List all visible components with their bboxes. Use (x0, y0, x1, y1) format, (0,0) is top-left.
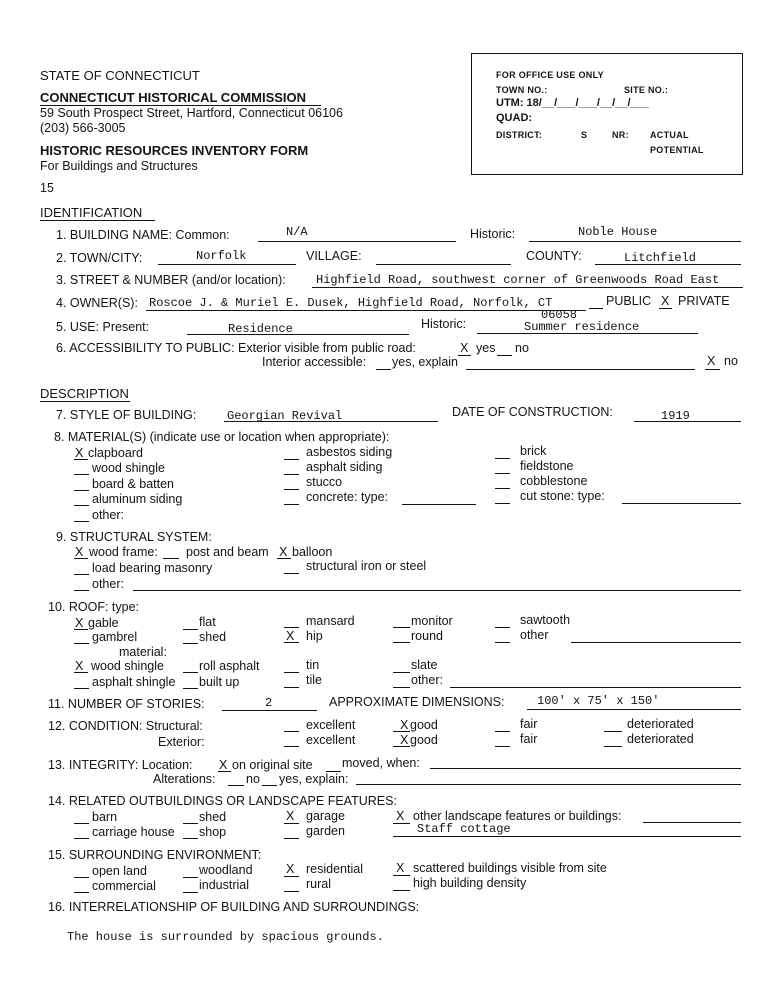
access-yes-label: yes (476, 341, 496, 355)
round-blank (393, 642, 410, 643)
roof-material-label: material: (119, 645, 167, 659)
building-historic-label: Historic: (470, 227, 516, 241)
ext-good-label: good (410, 733, 438, 747)
office-use-title: FOR OFFICE USE ONLY (496, 70, 604, 80)
condition-exterior-label: Exterior: (158, 735, 205, 749)
slate-blank (393, 672, 410, 673)
fieldstone-label: fieldstone (520, 459, 574, 473)
hip-label: hip (306, 629, 323, 643)
ext-fair-label: fair (520, 732, 538, 746)
dimensions-value: 100' x 75' x 150' (537, 694, 660, 708)
ext-fair-blank (495, 746, 510, 747)
alterations-yes-blank (262, 785, 277, 786)
commission-phone: (203) 566-3005 (40, 121, 126, 135)
rural-blank (284, 891, 299, 892)
structural-other-label: other: (92, 577, 124, 591)
style-label: 7. STYLE OF BUILDING: (56, 408, 197, 422)
flat-blank (183, 629, 198, 630)
integrity-label: 13. INTEGRITY: Location: (48, 758, 193, 772)
industrial-blank (183, 892, 198, 893)
use-historic-label: Historic: (421, 317, 467, 331)
sawtooth-label: sawtooth (520, 613, 571, 627)
county-label: COUNTY: (526, 249, 582, 263)
office-nr: NR: (612, 130, 629, 140)
outbuilding-shed-label: shed (199, 810, 227, 824)
struct-good-label: good (410, 718, 438, 732)
identification-underline (40, 220, 155, 221)
balloon-label: balloon (292, 545, 333, 559)
brick-blank (495, 458, 510, 459)
building-historic-line (529, 241, 741, 242)
moved-label: moved, when: (342, 756, 420, 770)
gambrel-blank (74, 643, 89, 644)
private-label: PRIVATE (678, 294, 730, 308)
slate-label: slate (411, 658, 438, 672)
ext-deteriorated-label: deteriorated (627, 732, 694, 746)
use-historic-value: Summer residence (524, 320, 640, 334)
roof-wood-shingle-label: wood shingle (91, 659, 164, 673)
interrelationship-label: 16. INTERRELATIONSHIP OF BUILDING AND SURROUNDINGS: (48, 900, 420, 914)
tile-label: tile (306, 673, 322, 687)
other-landscape-label: other landscape features or buildings: (413, 809, 622, 823)
built-up-blank (183, 688, 198, 689)
struct-good-mark: X (400, 718, 409, 732)
sawtooth-blank (495, 627, 510, 628)
interior-label: Interior accessible: (262, 355, 367, 369)
date-label: DATE OF CONSTRUCTION: (452, 405, 613, 419)
aluminum-label: aluminum siding (92, 492, 183, 506)
building-name-label: 1. BUILDING NAME: Common: (56, 228, 230, 242)
roof-other-label: other (520, 628, 549, 642)
commission-address: 59 South Prospect Street, Hartford, Connecticut 06106 (40, 106, 343, 120)
concrete-label: concrete: type: (306, 490, 388, 504)
round-label: round (411, 629, 443, 643)
struct-fair-label: fair (520, 717, 538, 731)
commission-heading: CONNECTICUT HISTORICAL COMMISSION (40, 90, 307, 105)
other-landscape-mark: X (396, 809, 405, 823)
ext-good-mark: X (400, 733, 409, 747)
building-name-common: N/A (286, 225, 308, 239)
fieldstone-blank (495, 473, 510, 474)
interior-yes-blank (376, 369, 391, 370)
structural-other-blank (74, 590, 89, 591)
garage-mark: X (286, 809, 295, 823)
commercial-label: commercial (92, 879, 156, 893)
iron-label: structural iron or steel (306, 559, 427, 573)
high-density-blank (393, 890, 410, 891)
residential-mark: X (286, 862, 295, 876)
environment-label: 15. SURROUNDING ENVIRONMENT: (48, 848, 262, 862)
roof-wood-shingle-mark: X (75, 659, 84, 673)
use-present-label: 5. USE: Present: (56, 320, 150, 334)
access-no-label: no (515, 341, 529, 355)
owner-value: Roscoe J. & Muriel E. Dusek, Highfield Road, Norfolk, CT (149, 296, 553, 310)
carriage-house-label: carriage house (92, 825, 175, 839)
roof-other-blank (495, 642, 510, 643)
interior-no-mark: X (707, 354, 716, 368)
industrial-label: industrial (199, 878, 250, 892)
interior-explain-line (466, 369, 695, 370)
ext-excellent-blank (284, 746, 299, 747)
accessibility-label: 6. ACCESSIBILITY TO PUBLIC: Exterior visible from public road: (56, 341, 416, 355)
mansard-label: mansard (306, 614, 355, 628)
asbestos-label: asbestos siding (306, 445, 393, 459)
interior-no-label: no (724, 354, 738, 368)
office-utm: UTM: 18/__/___/___/__/__/___ (496, 97, 649, 109)
alterations-no-blank (228, 785, 244, 786)
asphalt-siding-label: asphalt siding (306, 460, 383, 474)
dimensions-line (527, 709, 741, 710)
wood-frame-mark: X (75, 545, 84, 559)
masonry-blank (74, 574, 89, 575)
date-value: 1919 (661, 409, 690, 423)
woodland-label: woodland (199, 863, 253, 877)
roof-material-other-blank (393, 687, 410, 688)
hip-mark: X (286, 629, 295, 643)
tin-blank (284, 672, 299, 673)
form-number: 15 (40, 181, 54, 195)
open-land-blank (74, 877, 89, 878)
ext-excellent-label: excellent (306, 733, 356, 747)
village-label: VILLAGE: (306, 249, 362, 263)
barn-blank (74, 823, 89, 824)
shed-label: shed (199, 630, 227, 644)
cutstone-label: cut stone: type: (520, 489, 605, 503)
stucco-blank (284, 489, 299, 490)
asphalt-shingle-blank (74, 688, 89, 689)
outbuilding-shed-blank (183, 823, 198, 824)
materials-label: 8. MATERIAL(S) (indicate use or location when appropriate): (54, 430, 390, 444)
roof-material-other-label: other: (411, 673, 443, 687)
county-value: Litchfield (624, 251, 697, 265)
gable-label: gable (88, 616, 119, 630)
owner-zip: 06058 (541, 308, 578, 322)
shop-label: shop (199, 825, 227, 839)
owner-mark: X (661, 294, 670, 308)
monitor-blank (393, 627, 410, 628)
post-beam-label: post and beam (186, 545, 269, 559)
brick-label: brick (520, 444, 547, 458)
struct-deteriorated-label: deteriorated (627, 717, 694, 731)
building-common-line (258, 241, 456, 242)
form-title: HISTORIC RESOURCES INVENTORY FORM (40, 143, 309, 158)
garage-label: garage (306, 809, 345, 823)
other-landscape-value: Staff cottage (417, 822, 511, 836)
stories-label: 11. NUMBER OF STORIES: (48, 697, 205, 711)
commercial-blank (74, 892, 89, 893)
shop-blank (183, 838, 198, 839)
access-no-blank (497, 355, 512, 356)
garden-label: garden (306, 824, 345, 838)
cobblestone-label: cobblestone (520, 474, 588, 488)
style-value: Georgian Revival (227, 409, 343, 423)
alterations-label: Alterations: (153, 772, 216, 786)
balloon-mark: X (279, 545, 288, 559)
original-site-mark: X (219, 758, 228, 772)
roof-material-other-line (450, 687, 741, 688)
cutstone-blank (495, 503, 510, 504)
struct-deteriorated-blank (604, 731, 622, 732)
use-present-value: Residence (228, 322, 293, 336)
asbestos-blank (284, 459, 299, 460)
alterations-no-label: no (246, 772, 260, 786)
open-land-label: open land (92, 864, 147, 878)
office-actual: ACTUAL (650, 130, 689, 140)
struct-excellent-label: excellent (306, 718, 356, 732)
cutstone-type-line (622, 503, 741, 504)
asphalt-shingle-label: asphalt shingle (92, 675, 176, 689)
dimensions-label: APPROXIMATE DIMENSIONS: (329, 695, 505, 709)
barn-label: barn (92, 810, 118, 824)
shed-blank (183, 643, 198, 644)
gable-mark: X (75, 616, 84, 630)
tile-blank (284, 687, 299, 688)
use-present-line (187, 334, 409, 335)
public-blank (589, 308, 603, 309)
interior-no-blank (705, 369, 720, 370)
board-batten-blank (74, 490, 89, 491)
high-density-label: high building density (413, 876, 527, 890)
carriage-house-blank (74, 838, 89, 839)
town-value: Norfolk (196, 249, 247, 263)
wood-shingle-blank (74, 474, 89, 475)
identification-heading: IDENTIFICATION (40, 205, 143, 220)
gambrel-label: gambrel (92, 630, 138, 644)
roll-asphalt-label: roll asphalt (199, 659, 260, 673)
concrete-type-line (402, 504, 476, 505)
structural-other-line (133, 590, 741, 591)
other-landscape-line-1 (643, 822, 741, 823)
roll-asphalt-blank (183, 672, 198, 673)
description-underline (40, 401, 130, 402)
flat-label: flat (199, 615, 216, 629)
board-batten-label: board & batten (92, 477, 175, 491)
stories-value: 2 (265, 696, 273, 710)
interrelationship-value: The house is surrounded by spacious grounds. (67, 930, 384, 944)
public-label: PUBLIC (606, 294, 652, 308)
office-potential: POTENTIAL (650, 145, 704, 155)
office-use-box (471, 53, 743, 175)
woodland-blank (183, 877, 198, 878)
moved-when-line (430, 768, 741, 769)
street-label: 3. STREET & NUMBER (and/or location): (56, 273, 286, 287)
wood-frame-label: wood frame: (89, 545, 158, 559)
concrete-blank (284, 504, 299, 505)
material-other-label: other: (92, 508, 124, 522)
rural-label: rural (306, 877, 332, 891)
scattered-mark: X (396, 861, 405, 875)
post-beam-blank (163, 558, 179, 559)
office-district-value: S (581, 130, 588, 140)
masonry-label: load bearing masonry (92, 561, 213, 575)
state-heading: STATE OF CONNECTICUT (40, 68, 200, 83)
outbuildings-label: 14. RELATED OUTBUILDINGS OR LANDSCAPE FEATURES: (48, 794, 397, 808)
iron-blank (284, 573, 299, 574)
building-name-historic: Noble House (578, 225, 658, 239)
roof-label: 10. ROOF: type: (48, 600, 140, 614)
aluminum-blank (74, 505, 89, 506)
residential-label: residential (306, 862, 363, 876)
struct-excellent-blank (284, 731, 299, 732)
town-line (158, 264, 296, 265)
form-subtitle: For Buildings and Structures (40, 159, 198, 173)
structural-label: 9. STRUCTURAL SYSTEM: (56, 530, 212, 544)
cobblestone-blank (495, 488, 510, 489)
clapboard-mark: X (75, 446, 84, 460)
description-heading: DESCRIPTION (40, 386, 129, 401)
street-value: Highfield Road, southwest corner of Greenwoods Road East (316, 273, 720, 287)
mansard-blank (284, 627, 299, 628)
asphalt-siding-blank (284, 474, 299, 475)
office-quad: QUAD: (496, 112, 533, 124)
town-label: 2. TOWN/CITY: (56, 251, 143, 265)
alterations-explain-line (356, 784, 741, 785)
tin-label: tin (306, 658, 320, 672)
alterations-yes-label: yes, explain: (279, 772, 349, 786)
garden-blank (284, 838, 299, 839)
office-site-no: SITE NO.: (624, 85, 669, 95)
original-site-label: on original site (232, 758, 313, 772)
access-yes-mark: X (460, 341, 469, 355)
office-town-no: TOWN NO.: (496, 85, 548, 95)
wood-shingle-label: wood shingle (92, 461, 165, 475)
ext-deteriorated-blank (604, 746, 622, 747)
village-line (376, 264, 511, 265)
material-other-blank (74, 521, 89, 522)
owner-label: 4. OWNER(S): (56, 296, 138, 310)
clapboard-label: clapboard (88, 446, 143, 460)
stucco-label: stucco (306, 475, 343, 489)
built-up-label: built up (199, 675, 240, 689)
struct-fair-blank (495, 731, 510, 732)
monitor-label: monitor (411, 614, 453, 628)
interior-yes-label: yes, explain (392, 355, 459, 369)
roof-other-line (571, 642, 741, 643)
scattered-label: scattered buildings visible from site (413, 861, 607, 875)
condition-structural-label: 12. CONDITION: Structural: (48, 719, 203, 733)
office-district: DISTRICT: (496, 130, 543, 140)
